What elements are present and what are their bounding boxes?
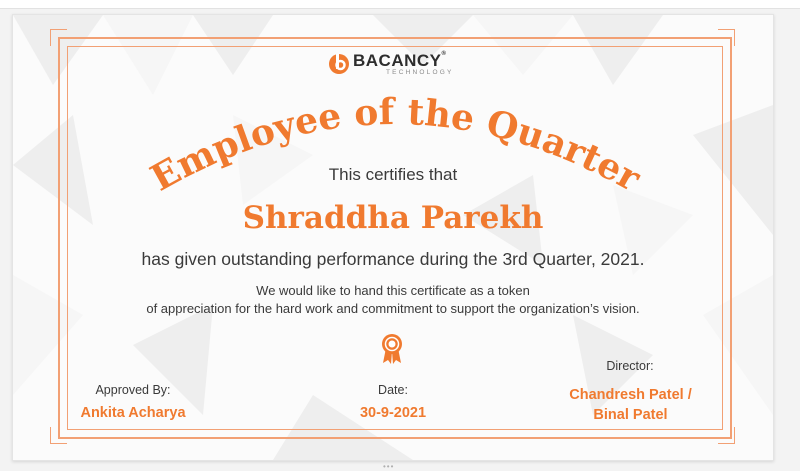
logo-wordmark: BACANCY® xyxy=(353,51,447,70)
approved-by-name: Ankita Acharya xyxy=(80,405,186,421)
performance-line: has given outstanding performance during the 3rd Quarter, 2021. xyxy=(141,249,645,269)
appreciation-line-1: We would like to hand this certificate as a token xyxy=(256,283,530,298)
certificate-card xyxy=(12,14,774,461)
date-value: 30-9-2021 xyxy=(359,405,427,421)
recipient-name: Shraddha Parekh xyxy=(242,200,544,236)
director-name-line-1: Chandresh Patel / xyxy=(569,387,692,403)
approved-by-label: Approved By: xyxy=(95,383,171,397)
certifies-line: This certifies that xyxy=(328,165,458,184)
certificate-title-text: Employee of the Quarter xyxy=(143,90,648,200)
director-name-line-2: Binal Patel xyxy=(593,407,668,423)
date-label: Date: xyxy=(378,383,408,397)
director-label: Director: xyxy=(606,359,654,373)
top-strip xyxy=(0,0,800,9)
resize-handle[interactable]: ••• xyxy=(383,462,395,471)
award-ribbon-icon xyxy=(379,333,405,365)
appreciation-line-2: of appreciation for the hard work and commitment to support the organization’s vision. xyxy=(146,301,640,316)
logo-tagline: TECHNOLOGY xyxy=(386,69,454,76)
